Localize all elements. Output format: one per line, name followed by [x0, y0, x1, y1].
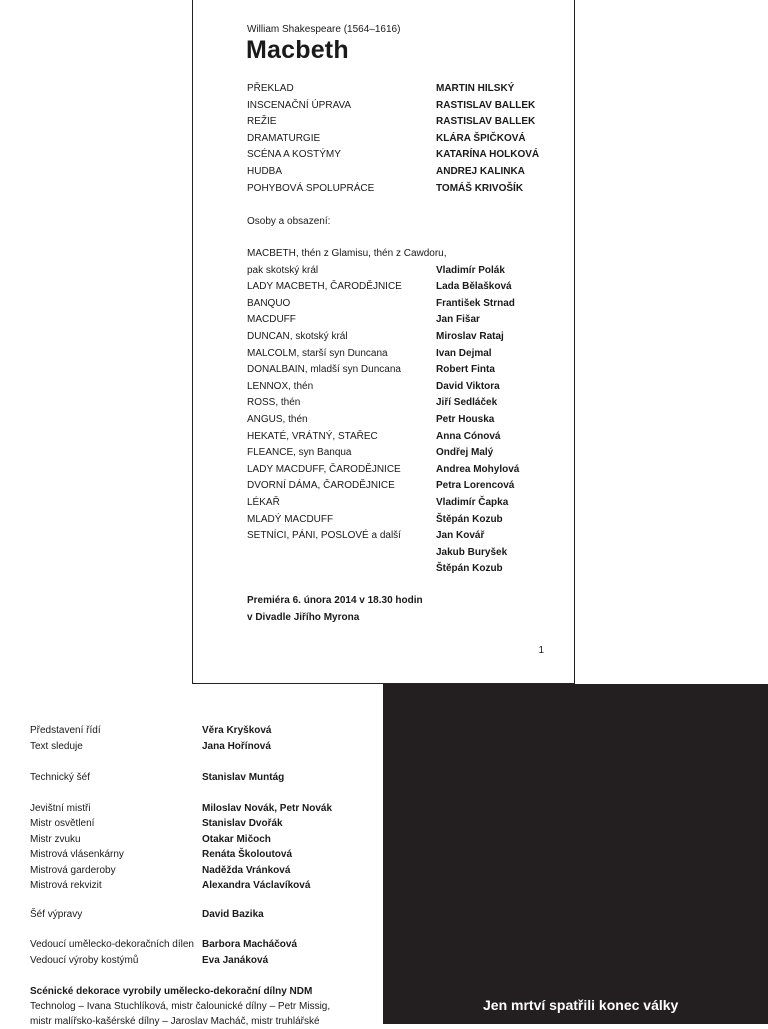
cast-row: BANQUO František Strnad — [247, 297, 515, 309]
creative-row: SCÉNA A KOSTÝMY KATARÍNA HOLKOVÁ — [247, 149, 540, 161]
crew-row: Vedoucí výroby kostýmů Eva Janáková — [30, 955, 269, 966]
premiere-venue: v Divadle Jiřího Myrona — [247, 612, 360, 623]
creative-row: DRAMATURGIE KLÁRA ŠPIČKOVÁ — [247, 132, 526, 144]
cast-row: Štěpán Kozub — [436, 563, 503, 575]
decor-line: Technolog – Ivana Stuchlíková, mistr čalounické dílny – Petr Missig, — [30, 1001, 331, 1012]
author-line: William Shakespeare (1564–1616) — [247, 24, 401, 35]
cast-row: HEKATÉ, VRÁTNÝ, STAŘEC Anna Cónová — [247, 430, 501, 442]
cast-row: pak skotský král Vladimír Polák — [247, 264, 505, 276]
decor-line: mistr malířsko-kašérské dílny – Jaroslav Macháč, mistr truhlářské — [30, 1016, 320, 1027]
cast-row: FLEANCE, syn Banqua Ondřej Malý — [247, 447, 494, 459]
premiere-date: Premiéra 6. února 2014 v 18.30 hodin — [247, 595, 423, 606]
decor-credits — [30, 984, 350, 1029]
crew-row: Vedoucí umělecko-dekoračních dílen Barbora Macháčová — [30, 939, 298, 950]
cast-row: ANGUS, thén Petr Houska — [247, 413, 495, 425]
premiere-info — [247, 592, 423, 626]
creative-row: POHYBOVÁ SPOLUPRÁCE TOMÁŠ KRIVOŠÍK — [247, 182, 524, 194]
creative-row: HUDBA ANDREJ KALINKA — [247, 165, 525, 177]
play-title: Macbeth — [246, 36, 349, 64]
creative-row: PŘEKLAD MARTIN HILSKÝ — [247, 83, 515, 94]
cast-row: LADY MACDUFF, ČARODĚJNICE Andrea Mohylová — [247, 463, 520, 475]
cast-row: LÉKAŘ Vladimír Čapka — [247, 496, 509, 508]
crew-row: Jevištní mistři Miloslav Novák, Petr Novák — [30, 803, 333, 814]
cast-row: MACDUFF Jan Fišar — [247, 314, 480, 326]
crew-row: Mistrová rekvizit Alexandra Václavíková — [30, 880, 311, 891]
crew-row: Mistr zvuku Otakar Mičoch — [30, 833, 271, 845]
cast-heading: Osoby a obsazení: — [247, 216, 331, 227]
decor-heading: Scénické dekorace vyrobily umělecko-dekorační dílny NDM — [30, 986, 313, 997]
cast-row: MLADÝ MACDUFF Štěpán Kozub — [247, 513, 503, 525]
cast-row: LENNOX, thén David Viktora — [247, 380, 500, 392]
back-cover-panel — [383, 684, 768, 1024]
cast-row: Jakub Buryšek — [436, 546, 508, 558]
program-page-two — [0, 684, 383, 1027]
program-page-one — [192, 0, 575, 684]
cast-row: ROSS, thén Jiří Sedláček — [247, 397, 498, 409]
crew-row: Šéf výpravy David Bazika — [30, 909, 264, 920]
cast-row: MALCOLM, starší syn Duncana Ivan Dejmal — [247, 347, 492, 359]
cast-row: LADY MACBETH, ČARODĚJNICE Lada Bělašková — [247, 281, 512, 293]
page-number: 1 — [538, 645, 544, 656]
creative-row: REŽIE RASTISLAV BALLEK — [247, 116, 536, 128]
crew-row: Technický šéf Stanislav Muntág — [30, 772, 285, 783]
creative-team-list — [247, 81, 547, 197]
crew-row: Text sleduje Jana Hořínová — [30, 741, 271, 752]
cast-row: DVORNÍ DÁMA, ČARODĚJNICE Petra Lorencová — [247, 480, 515, 492]
back-cover-slogan: Jen mrtví spatřili konec války — [483, 997, 679, 1013]
cast-row: SETNÍCI, PÁNI, POSLOVÉ a další Jan Kovář — [247, 530, 485, 542]
cast-row: DONALBAIN, mladší syn Duncana Robert Finta — [247, 364, 495, 376]
crew-row: Mistr osvětlení Stanislav Dvořák — [30, 818, 283, 830]
creative-row: INSCENAČNÍ ÚPRAVA RASTISLAV BALLEK — [247, 99, 536, 111]
cast-list — [247, 246, 547, 578]
crew-row: Představení řídí Věra Kryšková — [30, 725, 272, 736]
crew-row: Mistrová vlásenkárny Renáta Školoutová — [30, 849, 293, 861]
cast-row: MACBETH, thén z Glamisu, thén z Cawdoru, — [247, 248, 447, 259]
cast-row: DUNCAN, skotský král Miroslav Rataj — [247, 330, 504, 342]
crew-row: Mistrová garderoby Naděžda Vránková — [30, 864, 291, 876]
